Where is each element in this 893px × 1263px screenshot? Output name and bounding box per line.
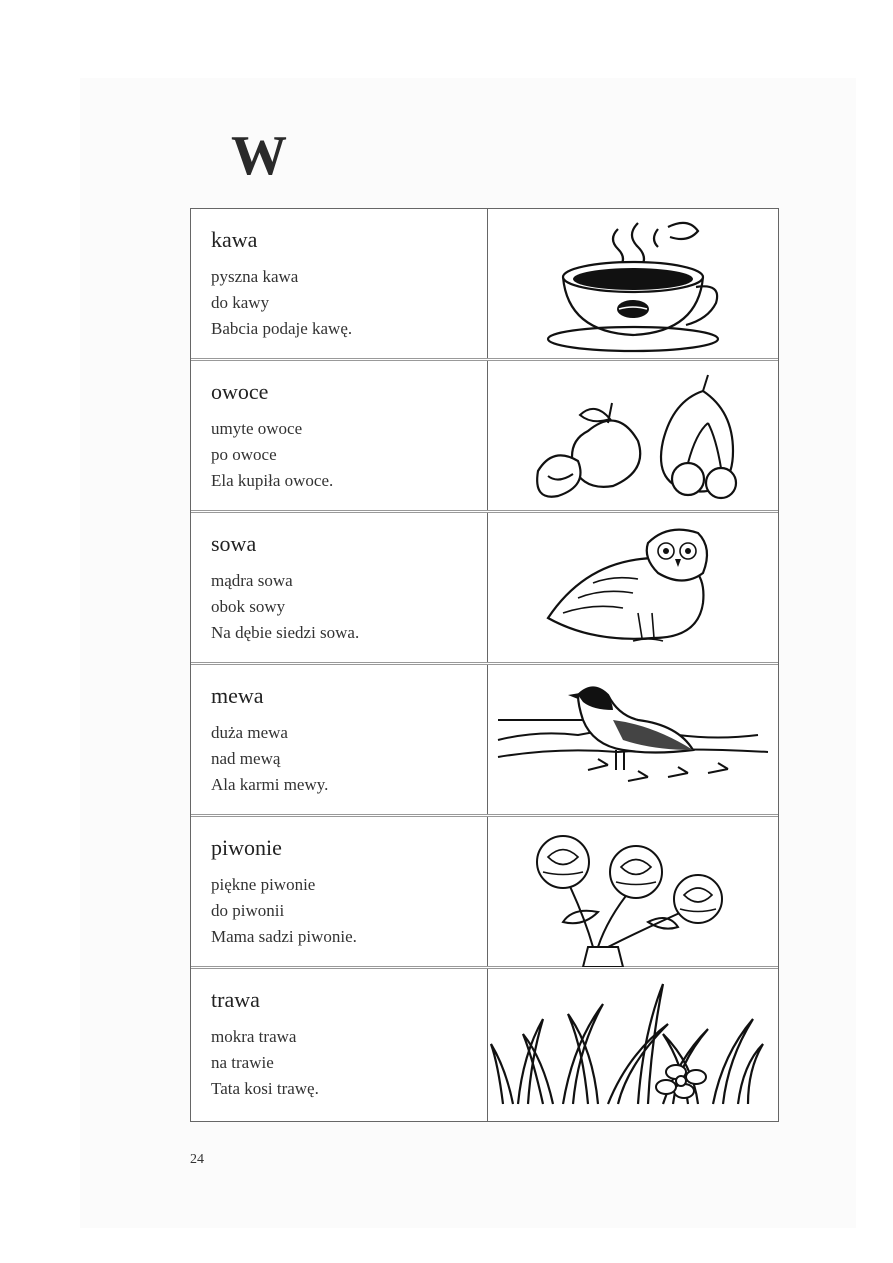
word-cell: [191, 361, 488, 510]
word-cell: [191, 513, 488, 662]
word-cell: [191, 817, 488, 966]
row-word: mewa: [211, 683, 264, 708]
picture-cell: [488, 209, 778, 358]
owl-icon: [488, 513, 778, 663]
picture-cell: [488, 665, 778, 814]
page-letter-heading: W: [231, 125, 284, 187]
table-row: [191, 665, 778, 817]
row-phrase: Babcia podaje kawę.: [211, 319, 353, 338]
table-row: [191, 209, 778, 361]
row-phrase: mokra trawa: [211, 1027, 297, 1046]
row-phrase: obok sowy: [211, 597, 286, 616]
coffee-cup-icon: [488, 209, 778, 359]
picture-cell: [488, 969, 778, 1121]
row-phrase: do kawy: [211, 293, 270, 312]
row-word: kawa: [211, 227, 258, 252]
row-phrase: Mama sadzi piwonie.: [211, 927, 357, 946]
picture-cell: [488, 817, 778, 966]
seagull-icon: [488, 665, 778, 815]
word-cell: [191, 665, 488, 814]
row-word: trawa: [211, 987, 260, 1012]
peonies-icon: [488, 817, 778, 967]
row-phrase: piękne piwonie: [211, 875, 316, 894]
row-phrase: Ela kupiła owoce.: [211, 471, 334, 490]
picture-cell: [488, 513, 778, 662]
fruits-icon: [488, 361, 778, 511]
row-phrase: umyte owoce: [211, 419, 303, 438]
row-word: piwonie: [211, 835, 282, 860]
row-phrase: nad mewą: [211, 749, 281, 768]
word-table: [190, 208, 779, 1122]
table-row: [191, 969, 778, 1121]
row-phrase: po owoce: [211, 445, 277, 464]
row-phrase: duża mewa: [211, 723, 288, 742]
grass-icon: [488, 969, 778, 1119]
row-word: owoce: [211, 379, 269, 404]
row-phrase: do piwonii: [211, 901, 285, 920]
table-row: [191, 361, 778, 513]
row-phrase: Tata kosi trawę.: [211, 1079, 319, 1098]
row-phrase: mądra sowa: [211, 571, 293, 590]
row-phrase: Na dębie siedzi sowa.: [211, 623, 360, 642]
page-number: 24: [190, 1152, 204, 1167]
row-word: sowa: [211, 531, 257, 556]
row-phrase: na trawie: [211, 1053, 274, 1072]
picture-cell: [488, 361, 778, 510]
row-phrase: Ala karmi mewy.: [211, 775, 329, 794]
word-cell: [191, 969, 488, 1121]
table-row: [191, 817, 778, 969]
row-phrase: pyszna kawa: [211, 267, 299, 286]
table-row: [191, 513, 778, 665]
word-cell: [191, 209, 488, 358]
